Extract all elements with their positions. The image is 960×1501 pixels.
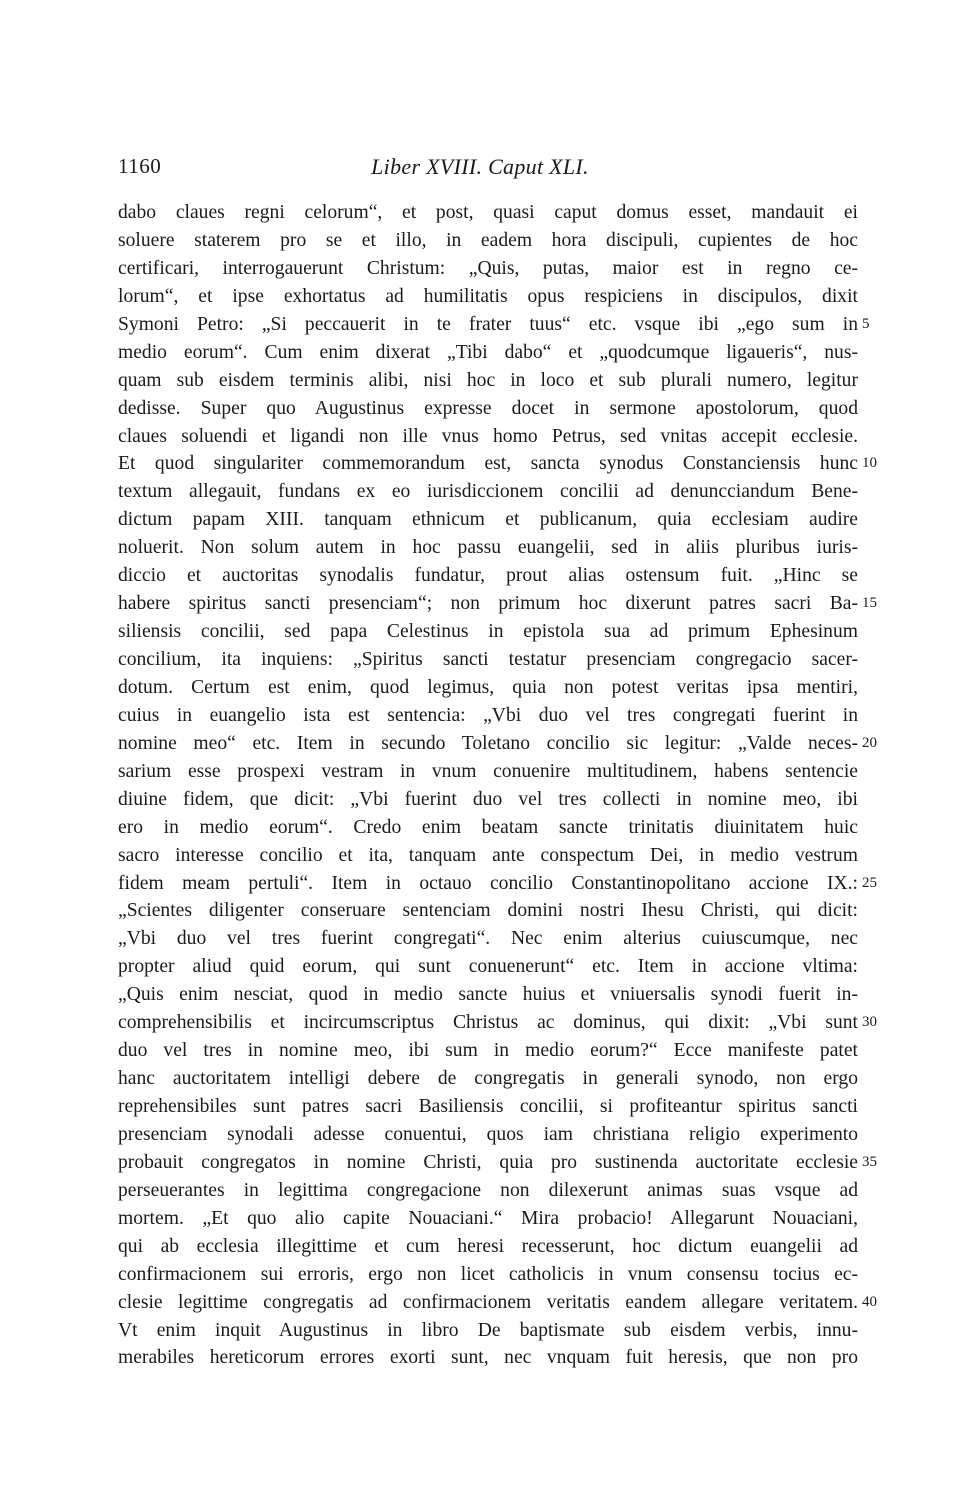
- line-number: 10: [862, 455, 877, 472]
- text-line: [118, 1177, 858, 1205]
- line-text: cuius in euangelio ista est sentencia: „Vbi duo vel tres congregati fuerint in: [118, 704, 858, 726]
- text-line: [118, 1149, 877, 1177]
- body-text: [118, 199, 877, 1372]
- running-title: Liber XVIII. Caput XLI.: [371, 154, 589, 179]
- line-text: dictum papam XIII. tanquam ethnicum et publicanum, quia ecclesiam audire: [118, 509, 858, 531]
- line-number: 40: [862, 1293, 877, 1310]
- line-text: sacro interesse concilio et ita, tanquam ante conspectum Dei, in medio vestrum: [118, 844, 858, 866]
- page-number: 1160: [118, 154, 162, 178]
- line-text: sarium esse prospexi vestram in vnum conuenire multitudinem, habens sentencie: [118, 760, 858, 782]
- page-header: [0, 150, 960, 184]
- line-text: textum allegauit, fundans ex eo iurisdiccionem concilii ad denuncciandum Bene-: [118, 481, 858, 503]
- line-text: siliensis concilii, sed papa Celestinus in epistola sua ad primum Ephesinum: [118, 621, 858, 643]
- line-text: „Quis enim nesciat, quod in medio sancte huius et vniuersalis synodi fuerit in-: [118, 984, 858, 1006]
- text-line: [118, 339, 858, 367]
- line-text: perseuerantes in legittima congregacione non dilexerunt animas suas vsque ad: [118, 1179, 858, 1201]
- line-number: 15: [862, 595, 877, 612]
- text-line: [118, 255, 858, 283]
- line-text: confirmacionem sui erroris, ergo non licet catholicis in vnum consensu tocius ec-: [118, 1263, 858, 1285]
- line-text: probauit congregatos in nomine Christi, quia pro sustinenda auctoritate ecclesie: [118, 1151, 858, 1173]
- line-text: dotum. Certum est enim, quod legimus, quia non potest veritas ipsa mentiri,: [118, 676, 858, 698]
- line-number: 20: [862, 734, 877, 751]
- line-text: comprehensibilis et incircumscriptus Christus ac dominus, qui dixit: „Vbi sunt: [118, 1012, 858, 1034]
- line-text: presenciam synodali adesse conuentui, quos iam christiana religio experimento: [118, 1123, 858, 1145]
- line-text: noluerit. Non solum autem in hoc passu euangelii, sed in aliis pluribus iuris-: [118, 537, 858, 559]
- text-line: [118, 1233, 858, 1261]
- line-text: Vt enim inquit Augustinus in libro De baptismate sub eisdem verbis, innu-: [118, 1319, 858, 1341]
- line-number: 30: [862, 1014, 877, 1031]
- line-text: nomine meo“ etc. Item in secundo Toletano concilio sic legitur: „Valde neces-: [118, 732, 858, 754]
- text-line: [118, 702, 858, 730]
- text-line: [118, 953, 858, 981]
- line-text: quam sub eisdem terminis alibi, nisi hoc in loco et sub plurali numero, legitur: [118, 369, 858, 391]
- text-line: [118, 814, 858, 842]
- line-text: reprehensibiles sunt patres sacri Basiliensis concilii, si profiteantur spiritus sancti: [118, 1096, 858, 1117]
- text-line: [118, 674, 858, 702]
- text-line: [118, 1121, 858, 1149]
- line-text: duo vel tres in nomine meo, ibi sum in medio eorum?“ Ecce manifeste patet: [118, 1040, 858, 1062]
- text-line: [118, 870, 877, 898]
- line-text: Et quod singulariter commemorandum est, sancta synodus Constanciensis hunc: [118, 453, 858, 475]
- text-line: [118, 450, 877, 478]
- text-line: [118, 311, 870, 339]
- text-line: [118, 1317, 858, 1345]
- text-line: [118, 1261, 858, 1289]
- text-line: [118, 283, 858, 311]
- text-line: [118, 534, 858, 562]
- text-line: [118, 897, 858, 925]
- line-text: fidem meam pertuli“. Item in octauo concilio Constantinopolitano accione IX.:: [118, 872, 858, 894]
- line-text: dedisse. Super quo Augustinus expresse docet in sermone apostolorum, quod: [118, 397, 858, 419]
- line-text: soluere staterem pro se et illo, in eadem hora discipuli, cupientes de hoc: [118, 229, 858, 251]
- text-line: [118, 562, 858, 590]
- text-line: [118, 730, 877, 758]
- line-text: medio eorum“. Cum enim dixerat „Tibi dabo“ et „quodcumque ligaueris“, nus-: [118, 341, 858, 363]
- text-line: [118, 227, 858, 255]
- text-line: [118, 1289, 877, 1317]
- line-text: certificari, interrogauerunt Christum: „Quis, putas, maior est in regno ce-: [118, 257, 858, 279]
- text-line: [118, 1344, 858, 1372]
- line-number: 5: [862, 315, 870, 332]
- line-text: diuine fidem, que dicit: „Vbi fuerint duo vel tres collecti in nomine meo, ibi: [118, 788, 858, 810]
- text-line: [118, 786, 858, 814]
- text-line: [118, 199, 858, 227]
- text-line: [118, 367, 858, 395]
- line-text: claues soluendi et ligandi non ille vnus homo Petrus, sed vnitas accepit ecclesie.: [118, 425, 858, 447]
- text-line: [118, 646, 858, 674]
- line-text: mortem. „Et quo alio capite Nouaciani.“ Mira probacio! Allegarunt Nouaciani,: [118, 1207, 858, 1229]
- line-number: 25: [862, 874, 877, 891]
- text-line: [118, 395, 858, 423]
- text-line: [118, 506, 858, 534]
- text-line: [118, 1093, 858, 1121]
- line-text: dabo claues regni celorum“, et post, quasi caput domus esset, mandauit ei: [118, 202, 858, 223]
- line-text: Symoni Petro: „Si peccauerit in te frater tuus“ etc. vsque ibi „ego sum in: [118, 313, 858, 335]
- line-text: merabiles hereticorum errores exorti sunt, nec vnquam fuit heresis, que non pro: [118, 1347, 858, 1369]
- text-line: [118, 1205, 858, 1233]
- line-text: propter aliud quid eorum, qui sunt conuenerunt“ etc. Item in accione vltima:: [118, 956, 858, 978]
- line-text: „Vbi duo vel tres fuerint congregati“. Nec enim alterius cuiuscumque, nec: [118, 928, 858, 950]
- text-line: [118, 981, 858, 1009]
- text-line: [118, 925, 858, 953]
- line-text: habere spiritus sancti presenciam“; non primum hoc dixerunt patres sacri Ba-: [118, 593, 858, 615]
- text-line: [118, 1065, 858, 1093]
- line-text: qui ab ecclesia illegittime et cum heresi recesserunt, hoc dictum euangelii ad: [118, 1235, 858, 1257]
- line-text: „Scientes diligenter conseruare sentenciam domini nostri Ihesu Christi, qui dicit:: [118, 900, 858, 922]
- line-text: diccio et auctoritas synodalis fundatur, prout alias ostensum fuit. „Hinc se: [118, 565, 858, 587]
- text-line: [118, 590, 877, 618]
- text-line: [118, 478, 858, 506]
- text-line: [118, 758, 858, 786]
- text-line: [118, 618, 858, 646]
- line-number: 35: [862, 1153, 877, 1170]
- text-line: [118, 842, 858, 870]
- text-line: [118, 423, 858, 451]
- line-text: concilium, ita inquiens: „Spiritus sancti testatur presenciam congregacio sacer-: [118, 649, 858, 670]
- line-text: clesie legittime congregatis ad confirmacionem veritatis eandem allegare veritatem.: [118, 1291, 858, 1313]
- line-text: lorum“, et ipse exhortatus ad humilitatis opus respiciens in discipulos, dixit: [118, 285, 858, 307]
- line-text: hanc auctoritatem intelligi debere de congregatis in generali synodo, non ergo: [118, 1068, 858, 1090]
- text-line: [118, 1009, 877, 1037]
- text-line: [118, 1037, 858, 1065]
- line-text: ero in medio eorum“. Credo enim beatam sancte trinitatis diuinitatem huic: [118, 816, 858, 838]
